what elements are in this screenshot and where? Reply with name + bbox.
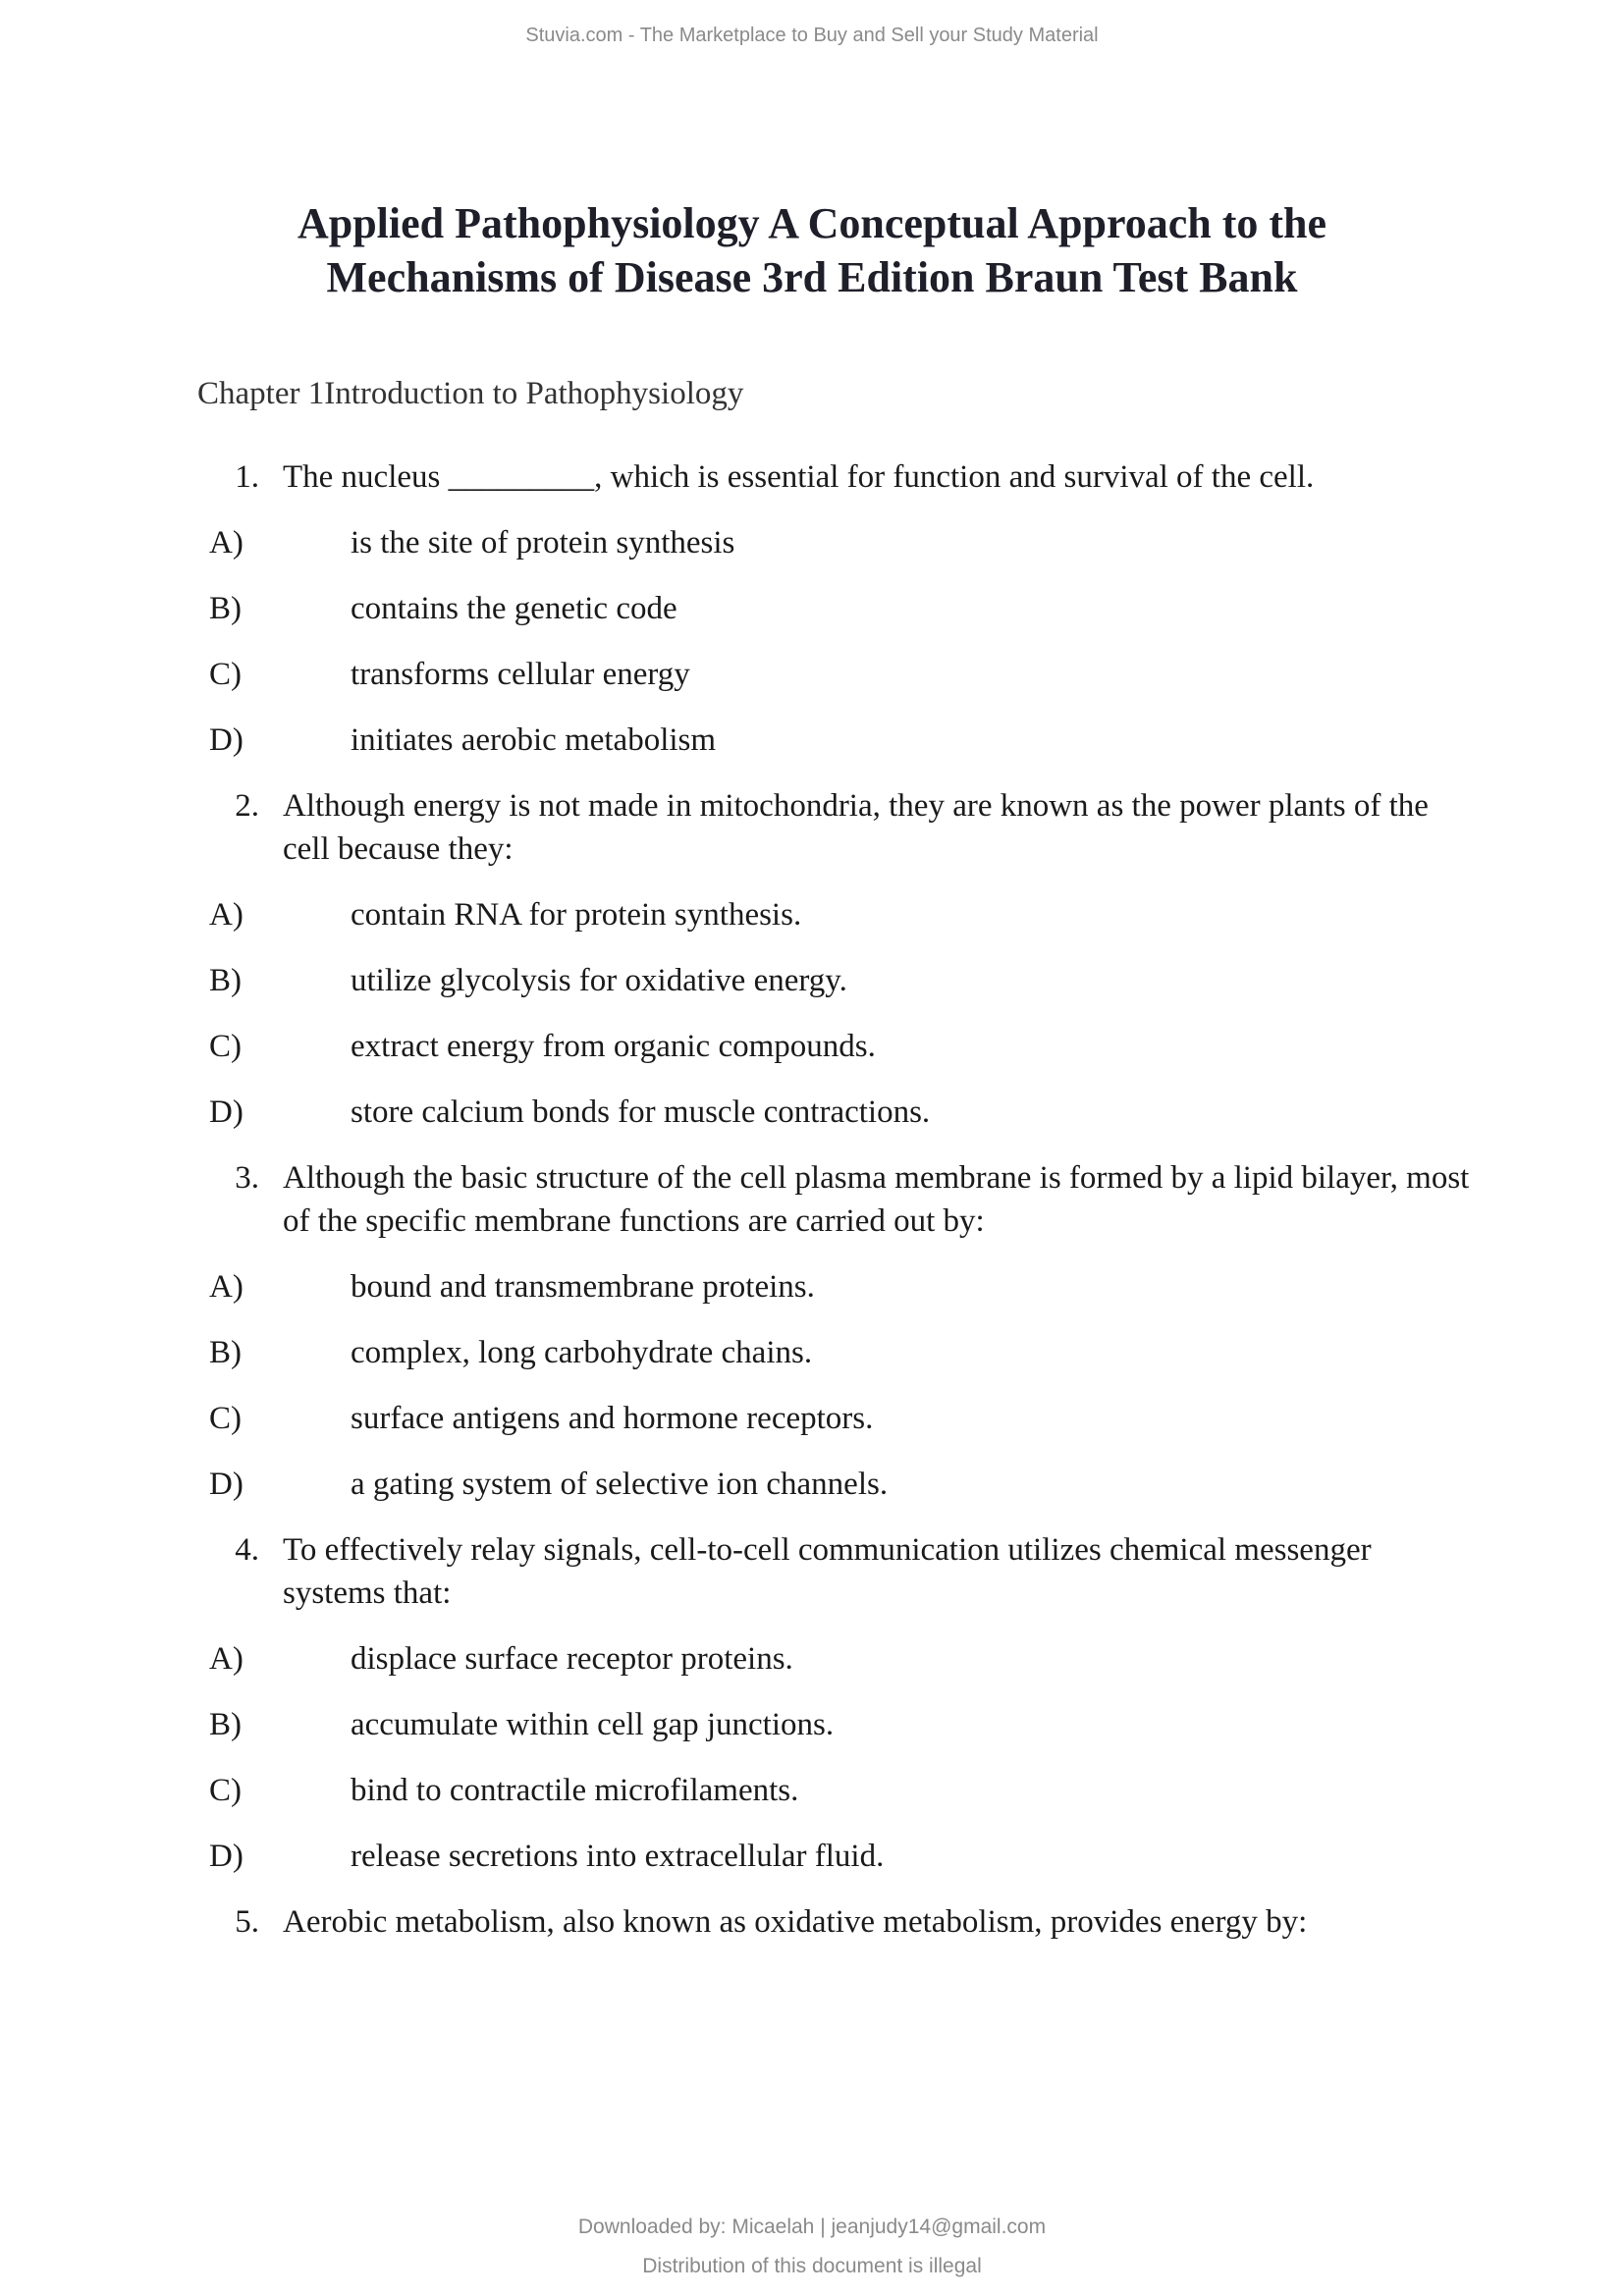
question-text: Aerobic metabolism, also known as oxidative metabolism, provides energy by: xyxy=(283,1904,1308,1940)
answer-option xyxy=(0,653,1624,696)
question-number: 5. xyxy=(235,1904,259,1940)
answer-option xyxy=(0,1769,1624,1812)
answer-option xyxy=(0,1463,1624,1506)
option-letter: C) xyxy=(209,1773,242,1808)
answer-option xyxy=(0,1397,1624,1440)
option-text: utilize glycolysis for oxidative energy. xyxy=(351,963,847,998)
question-number: 2. xyxy=(235,788,259,824)
option-text: bind to contractile microfilaments. xyxy=(351,1773,799,1808)
option-text: initiates aerobic metabolism xyxy=(351,722,717,758)
option-letter: A) xyxy=(209,897,244,933)
option-letter: D) xyxy=(209,1839,244,1874)
question-row xyxy=(0,1156,1624,1243)
answer-option xyxy=(0,893,1624,936)
option-letter: A) xyxy=(209,1269,244,1305)
answer-option xyxy=(0,1025,1624,1068)
distribution-notice: Distribution of this document is illegal xyxy=(642,2255,982,2277)
question-list xyxy=(0,455,1624,1944)
option-text: store calcium bonds for muscle contractions. xyxy=(351,1095,931,1130)
option-text: transforms cellular energy xyxy=(351,657,690,692)
option-text: displace surface receptor proteins. xyxy=(351,1641,793,1677)
option-letter: B) xyxy=(209,963,242,998)
option-letter: D) xyxy=(209,1095,244,1130)
option-text: surface antigens and hormone receptors. xyxy=(351,1401,874,1436)
document-title xyxy=(0,196,1624,304)
option-text: release secretions into extracellular fluid. xyxy=(351,1839,885,1874)
answer-option xyxy=(0,587,1624,630)
question-row xyxy=(0,784,1624,871)
option-letter: B) xyxy=(209,1707,242,1742)
question-text: To effectively relay signals, cell-to-cell communication utilizes chemical messenger systems that: xyxy=(283,1532,1372,1611)
answer-option xyxy=(0,1091,1624,1134)
answer-option xyxy=(0,1703,1624,1746)
option-text: is the site of protein synthesis xyxy=(351,525,735,561)
chapter-heading: Chapter 1Introduction to Pathophysiology xyxy=(197,376,744,411)
stuvia-header: Stuvia.com - The Marketplace to Buy and Sell your Study Material xyxy=(525,25,1099,46)
option-letter: B) xyxy=(209,591,242,626)
question-number: 1. xyxy=(235,459,259,495)
question-number: 3. xyxy=(235,1160,259,1196)
option-text: bound and transmembrane proteins. xyxy=(351,1269,815,1305)
question-number: 4. xyxy=(235,1532,259,1568)
option-letter: D) xyxy=(209,1467,244,1502)
option-letter: A) xyxy=(209,1641,244,1677)
answer-option xyxy=(0,1265,1624,1308)
option-text: accumulate within cell gap junctions. xyxy=(351,1707,835,1742)
answer-option xyxy=(0,959,1624,1002)
option-text: complex, long carbohydrate chains. xyxy=(351,1335,813,1370)
answer-option xyxy=(0,521,1624,564)
title-line-1: Applied Pathophysiology A Conceptual Approach to the xyxy=(297,199,1327,247)
option-text: contain RNA for protein synthesis. xyxy=(351,897,802,933)
answer-option xyxy=(0,1637,1624,1681)
answer-option xyxy=(0,719,1624,762)
option-text: extract energy from organic compounds. xyxy=(351,1029,876,1064)
title-line-2: Mechanisms of Disease 3rd Edition Braun Test Bank xyxy=(326,253,1298,301)
question-text: The nucleus _________, which is essential for function and survival of the cell. xyxy=(283,459,1315,495)
question-text: Although energy is not made in mitochondria, they are known as the power plants of the cell because they: xyxy=(283,788,1429,867)
option-letter: D) xyxy=(209,722,244,758)
option-text: contains the genetic code xyxy=(351,591,677,626)
option-text: a gating system of selective ion channels. xyxy=(351,1467,889,1502)
question-row xyxy=(0,455,1624,499)
option-letter: C) xyxy=(209,1029,242,1064)
question-row xyxy=(0,1900,1624,1944)
option-letter: C) xyxy=(209,1401,242,1436)
question-text: Although the basic structure of the cell plasma membrane is formed by a lipid bilayer, most of the specific membrane functions are carried out by: xyxy=(283,1160,1470,1239)
answer-option xyxy=(0,1331,1624,1374)
option-letter: C) xyxy=(209,657,242,692)
answer-option xyxy=(0,1835,1624,1878)
download-info: Downloaded by: Micaelah | jeanjudy14@gmail.com xyxy=(577,2216,1047,2238)
question-row xyxy=(0,1528,1624,1615)
option-letter: B) xyxy=(209,1335,242,1370)
option-letter: A) xyxy=(209,525,244,561)
